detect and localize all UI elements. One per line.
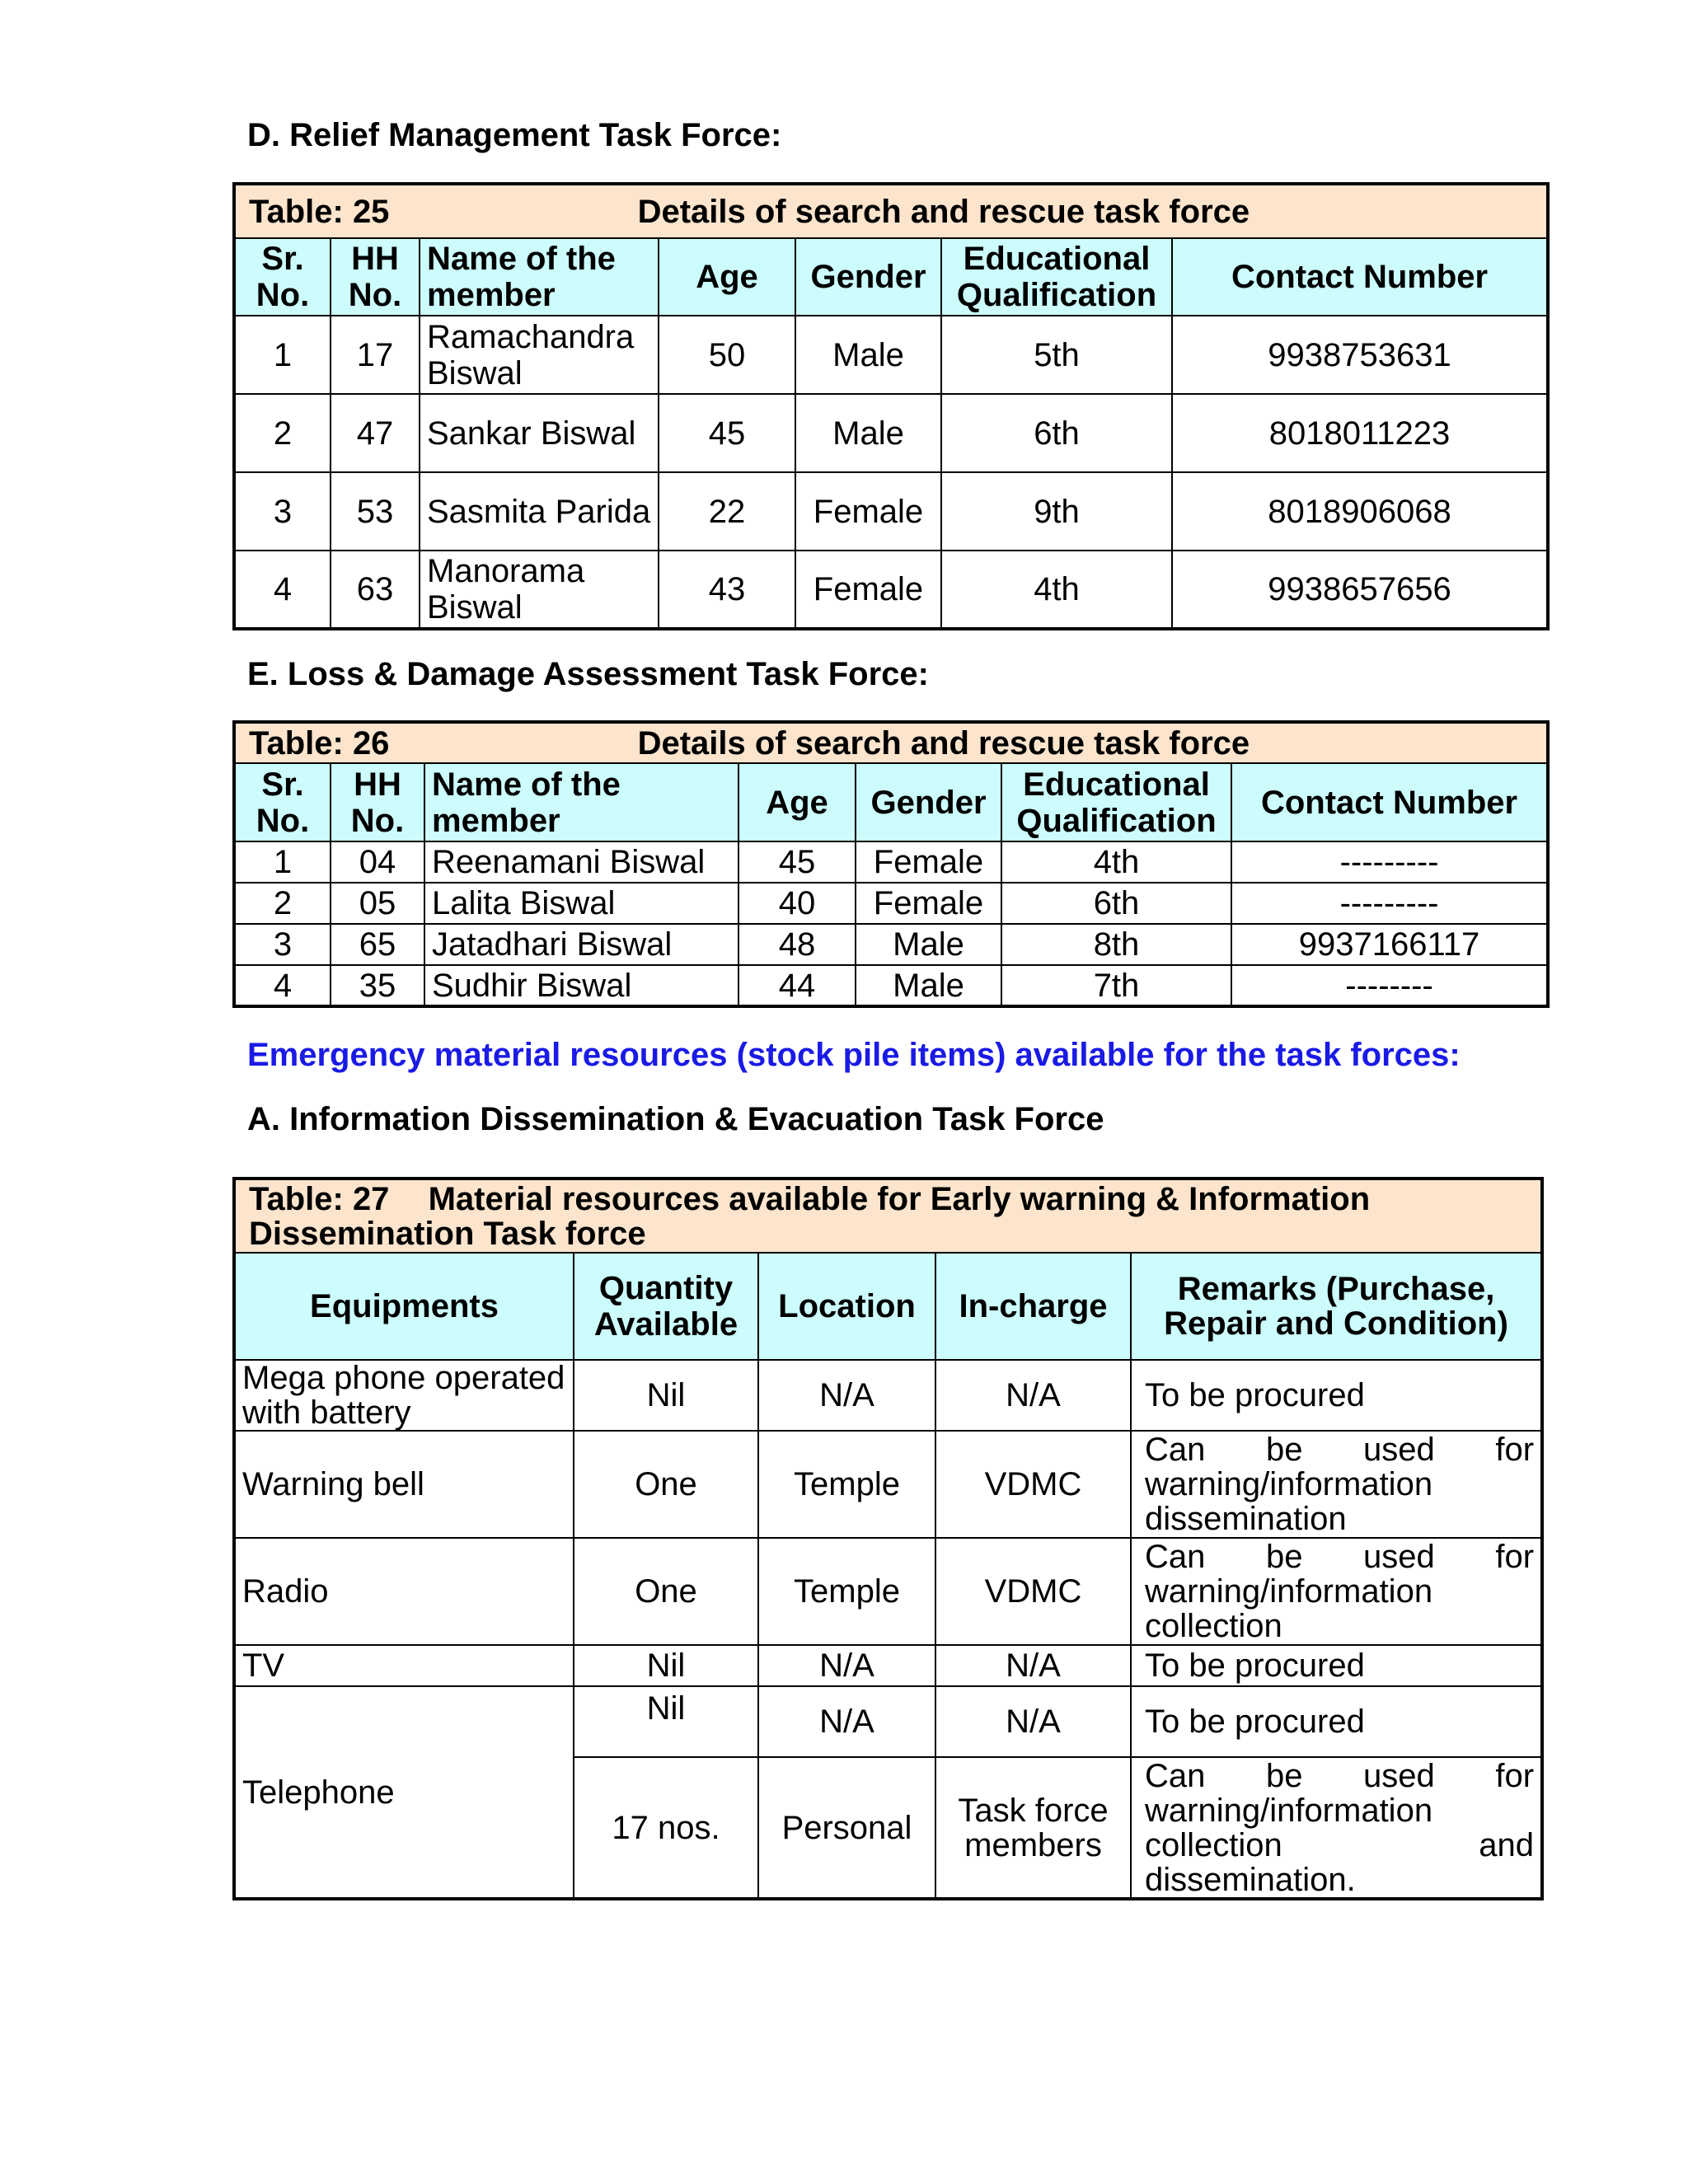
- cell-name: Ramachandra Biswal: [420, 316, 659, 394]
- cell-age: 50: [659, 316, 795, 394]
- cell-name: Manorama Biswal: [420, 551, 659, 629]
- col-header-name: Name of the member: [424, 763, 738, 841]
- table-row: [234, 551, 1548, 629]
- cell-location: Temple: [758, 1538, 935, 1645]
- cell-location: N/A: [758, 1645, 935, 1686]
- cell-incharge: N/A: [935, 1686, 1131, 1757]
- cell-incharge: N/A: [935, 1645, 1131, 1686]
- table-row: [234, 1645, 1542, 1686]
- table-27: [232, 1177, 1544, 1900]
- table-caption: [234, 722, 1548, 763]
- cell-education: 4th: [941, 551, 1172, 629]
- section-e-heading: E. Loss & Damage Assessment Task Force:: [247, 656, 929, 692]
- cell-contact: 9937166117: [1231, 924, 1548, 965]
- cell-location: Personal: [758, 1757, 935, 1899]
- cell-equipment: Telephone: [234, 1686, 574, 1899]
- cell-age: 44: [738, 965, 856, 1006]
- table-row: [234, 924, 1548, 965]
- section-a-heading: A. Information Dissemination & Evacuation Task Force: [247, 1101, 1104, 1137]
- cell-age: 22: [659, 472, 795, 551]
- cell-location: N/A: [758, 1686, 935, 1757]
- cell-remarks: To be procured: [1131, 1360, 1542, 1431]
- col-header-quantity: Quantity Available: [574, 1253, 758, 1360]
- table-row: [234, 316, 1548, 394]
- col-header-gender: Gender: [795, 238, 941, 316]
- cell-remarks: To be procured: [1131, 1645, 1542, 1686]
- cell-sr-no: 2: [234, 883, 331, 924]
- cell-location: Temple: [758, 1431, 935, 1538]
- cell-age: 45: [738, 841, 856, 883]
- cell-age: 40: [738, 883, 856, 924]
- cell-education: 8th: [1001, 924, 1231, 965]
- cell-equipment: Mega phone operated with battery: [234, 1360, 574, 1431]
- cell-gender: Female: [795, 472, 941, 551]
- cell-name: Lalita Biswal: [424, 883, 738, 924]
- table-caption-row: [234, 1179, 1542, 1253]
- table-row: [234, 472, 1548, 551]
- table-row: [234, 965, 1548, 1006]
- cell-contact: ---------: [1231, 883, 1548, 924]
- cell-remarks: Can be used for warning/information dissemination: [1131, 1431, 1542, 1538]
- cell-education: 5th: [941, 316, 1172, 394]
- cell-sr-no: 4: [234, 965, 331, 1006]
- col-header-location: Location: [758, 1253, 935, 1360]
- cell-sr-no: 4: [234, 551, 331, 629]
- col-header-education: Educational Qualification: [941, 238, 1172, 316]
- cell-incharge: N/A: [935, 1360, 1131, 1431]
- cell-remarks: To be procured: [1131, 1686, 1542, 1757]
- cell-hh-no: 04: [331, 841, 424, 883]
- table-25: [232, 182, 1550, 630]
- cell-hh-no: 05: [331, 883, 424, 924]
- cell-name: Sudhir Biswal: [424, 965, 738, 1006]
- cell-hh-no: 47: [331, 394, 420, 472]
- cell-equipment: TV: [234, 1645, 574, 1686]
- cell-quantity: 17 nos.: [574, 1757, 758, 1899]
- cell-contact: --------: [1231, 965, 1548, 1006]
- table-label: Table: 26: [249, 724, 390, 762]
- cell-education: 6th: [1001, 883, 1231, 924]
- col-header-hh-no: HH No.: [331, 763, 424, 841]
- col-header-contact: Contact Number: [1172, 238, 1548, 316]
- table-row: [234, 1538, 1542, 1645]
- cell-contact: 9938657656: [1172, 551, 1548, 629]
- cell-location: N/A: [758, 1360, 935, 1431]
- cell-sr-no: 1: [234, 316, 331, 394]
- col-header-sr-no: Sr. No.: [234, 763, 331, 841]
- cell-education: 4th: [1001, 841, 1231, 883]
- col-header-hh-no: HH No.: [331, 238, 420, 316]
- cell-age: 48: [738, 924, 856, 965]
- table-title: Details of search and rescue task force: [637, 193, 1250, 230]
- table-row: [234, 1431, 1542, 1538]
- cell-age: 43: [659, 551, 795, 629]
- cell-sr-no: 3: [234, 472, 331, 551]
- cell-sr-no: 1: [234, 841, 331, 883]
- table-header-row: [234, 238, 1548, 316]
- table-row: [234, 1360, 1542, 1431]
- col-header-contact: Contact Number: [1231, 763, 1548, 841]
- cell-quantity: Nil: [574, 1645, 758, 1686]
- cell-contact: ---------: [1231, 841, 1548, 883]
- cell-gender: Female: [795, 551, 941, 629]
- table-label: Table: 27: [249, 1180, 390, 1217]
- table-row: [234, 883, 1548, 924]
- cell-hh-no: 65: [331, 924, 424, 965]
- cell-contact: 9938753631: [1172, 316, 1548, 394]
- cell-name: Sasmita Parida: [420, 472, 659, 551]
- cell-education: 7th: [1001, 965, 1231, 1006]
- cell-quantity: One: [574, 1431, 758, 1538]
- cell-quantity: Nil: [574, 1686, 758, 1757]
- cell-gender: Male: [856, 924, 1001, 965]
- cell-sr-no: 2: [234, 394, 331, 472]
- table-title: Material resources available for Early warning & Information Dissemination Task force: [249, 1180, 1371, 1252]
- col-header-gender: Gender: [856, 763, 1001, 841]
- cell-hh-no: 17: [331, 316, 420, 394]
- cell-education: 6th: [941, 394, 1172, 472]
- col-header-name: Name of the member: [420, 238, 659, 316]
- cell-name: Jatadhari Biswal: [424, 924, 738, 965]
- cell-gender: Male: [795, 316, 941, 394]
- table-label: Table: 25: [249, 193, 390, 230]
- emergency-resources-heading: Emergency material resources (stock pile items) available for the task forces:: [247, 1037, 1461, 1073]
- table-caption-row: [234, 184, 1548, 238]
- table-header-row: [234, 763, 1548, 841]
- cell-hh-no: 35: [331, 965, 424, 1006]
- cell-incharge: VDMC: [935, 1538, 1131, 1645]
- cell-quantity: One: [574, 1538, 758, 1645]
- cell-name: Sankar Biswal: [420, 394, 659, 472]
- cell-gender: Male: [795, 394, 941, 472]
- table-caption-row: [234, 722, 1548, 763]
- table-row: [234, 841, 1548, 883]
- cell-name: Reenamani Biswal: [424, 841, 738, 883]
- table-caption: [234, 184, 1548, 238]
- cell-age: 45: [659, 394, 795, 472]
- cell-remarks: Can be used for warning/information collection: [1131, 1538, 1542, 1645]
- cell-hh-no: 63: [331, 551, 420, 629]
- cell-equipment: Radio: [234, 1538, 574, 1645]
- table-26: [232, 720, 1550, 1008]
- cell-gender: Male: [856, 965, 1001, 1006]
- cell-quantity: Nil: [574, 1360, 758, 1431]
- col-header-education: Educational Qualification: [1001, 763, 1231, 841]
- cell-incharge: Task force members: [935, 1757, 1131, 1899]
- cell-remarks: Can be used for warning/information collection and dissemination.: [1131, 1757, 1542, 1899]
- table-caption: [234, 1179, 1542, 1253]
- table-header-row: [234, 1253, 1542, 1360]
- col-header-equipments: Equipments: [234, 1253, 574, 1360]
- col-header-incharge: In-charge: [935, 1253, 1131, 1360]
- section-d-heading: D. Relief Management Task Force:: [247, 117, 782, 153]
- col-header-sr-no: Sr. No.: [234, 238, 331, 316]
- cell-contact: 8018011223: [1172, 394, 1548, 472]
- cell-education: 9th: [941, 472, 1172, 551]
- cell-hh-no: 53: [331, 472, 420, 551]
- col-header-age: Age: [738, 763, 856, 841]
- col-header-remarks: Remarks (Purchase, Repair and Condition): [1131, 1253, 1542, 1360]
- table-title: Details of search and rescue task force: [637, 724, 1250, 762]
- cell-gender: Female: [856, 841, 1001, 883]
- cell-sr-no: 3: [234, 924, 331, 965]
- cell-equipment: Warning bell: [234, 1431, 574, 1538]
- col-header-age: Age: [659, 238, 795, 316]
- cell-contact: 8018906068: [1172, 472, 1548, 551]
- table-row: [234, 394, 1548, 472]
- table-row: [234, 1686, 1542, 1757]
- cell-gender: Female: [856, 883, 1001, 924]
- cell-incharge: VDMC: [935, 1431, 1131, 1538]
